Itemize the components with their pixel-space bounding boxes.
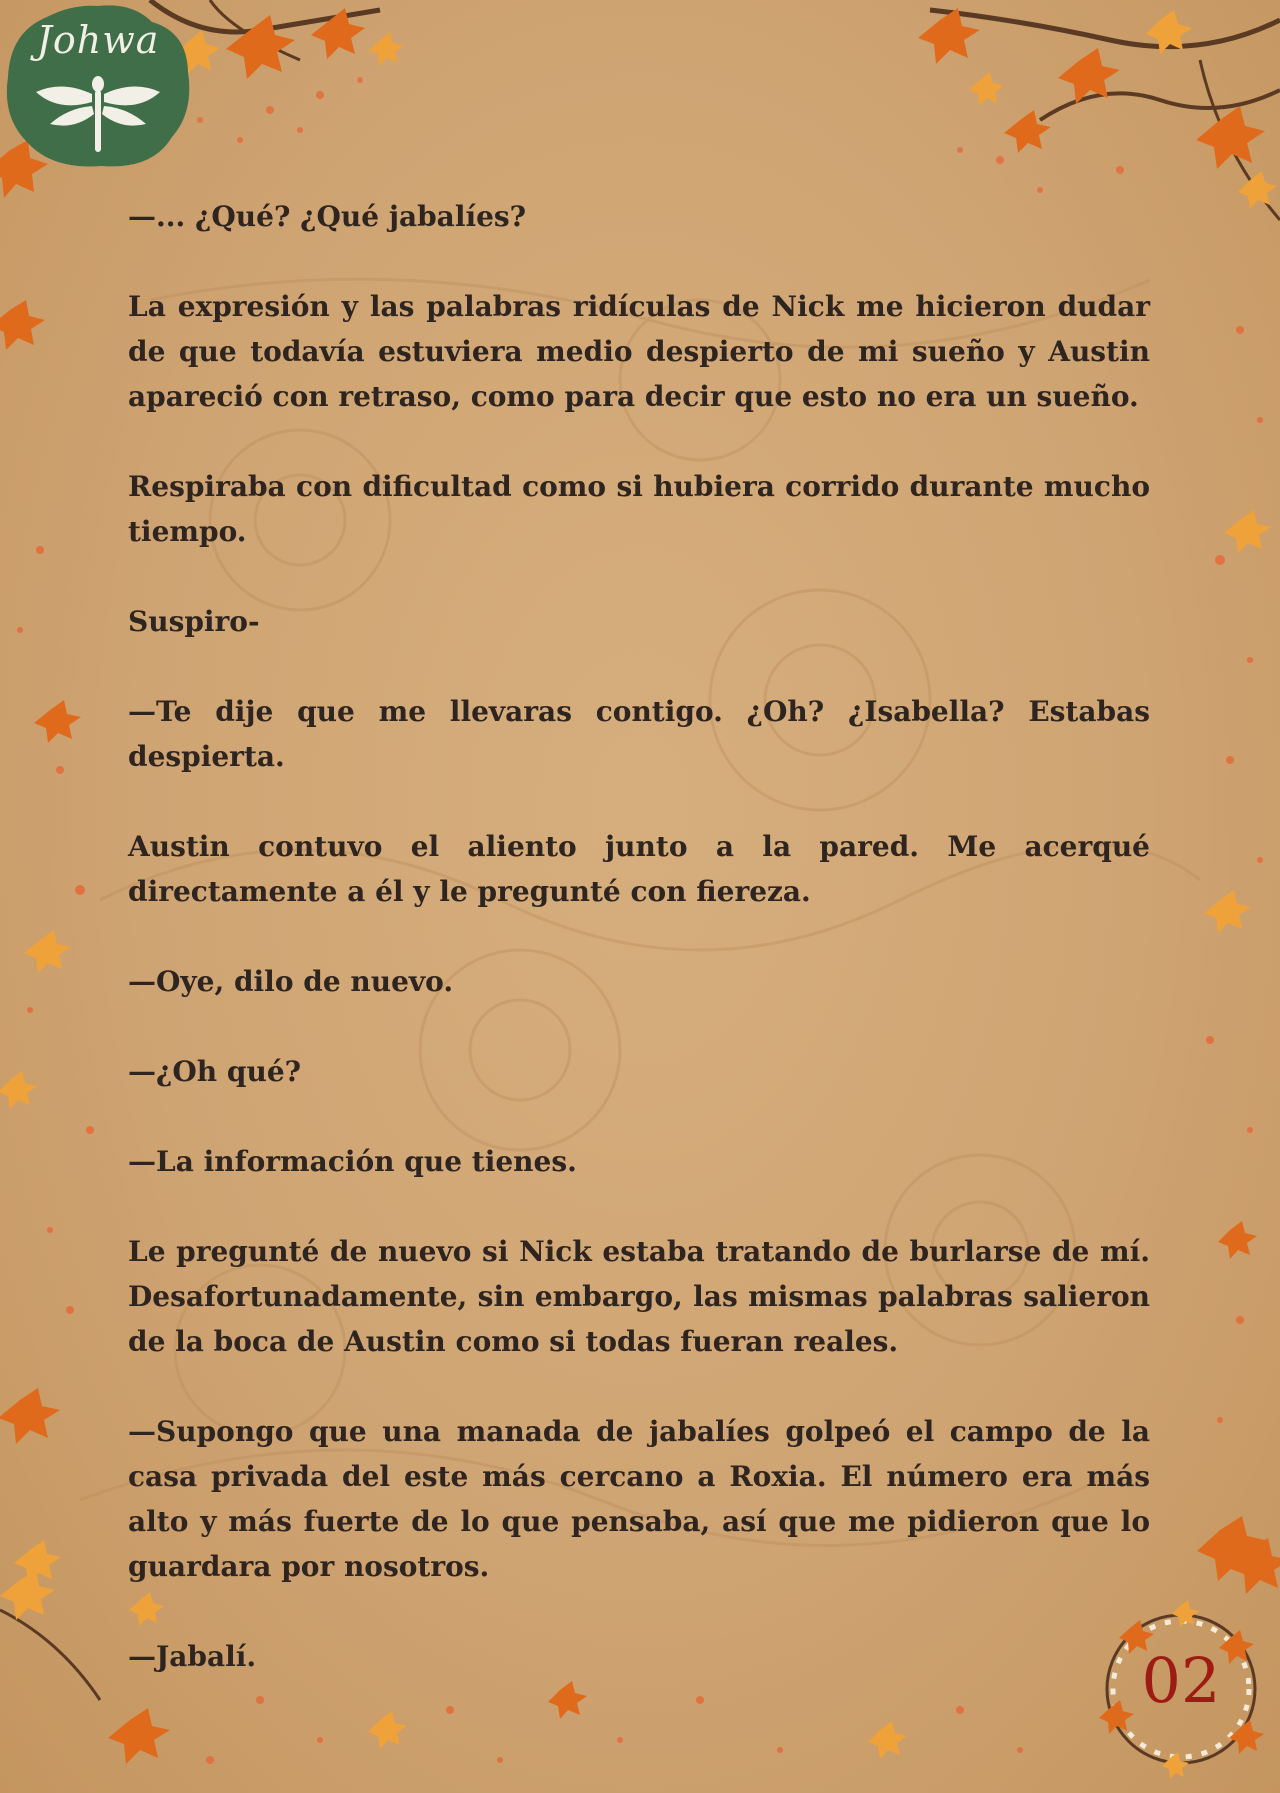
paragraph: —Oye, dilo de nuevo.: [128, 965, 454, 998]
page-number: 02: [1141, 1644, 1221, 1717]
paragraph: Suspiro-: [128, 605, 260, 638]
paragraph: —Supongo que una manada de jabalíes golpeó el campo de la casa privada del este más cercano a Roxia. El número era más alto y más fuerte de lo que pensaba, así que me pidieron que lo guardara por nosotros.: [128, 1415, 1150, 1583]
paragraph: —¿Oh qué?: [128, 1055, 302, 1088]
badge-title: Johwa: [36, 18, 160, 62]
story-text: [128, 194, 1150, 1724]
paragraph: —... ¿Qué? ¿Qué jabalíes?: [128, 200, 527, 233]
paragraph: —Jabalí.: [128, 1640, 257, 1673]
paragraph: Respiraba con dificultad como si hubiera corrido durante mucho tiempo.: [128, 470, 1150, 548]
page-number-wreath: [1090, 1598, 1272, 1780]
paragraph: —La información que tienes.: [128, 1145, 577, 1178]
johwa-badge: [2, 2, 194, 170]
paragraph: Le pregunté de nuevo si Nick estaba tratando de burlarse de mí. Desafortunadamente, sin embargo, las mismas palabras salieron de la boca de Austin como si todas fueran reales.: [128, 1235, 1150, 1358]
paragraph: —Te dije que me llevaras contigo. ¿Oh? ¿Isabella? Estabas despierta.: [128, 695, 1150, 773]
paragraph: La expresión y las palabras ridículas de Nick me hicieron dudar de que todavía estuviera medio despierto de mi sueño y Austin apareció con retraso, como para decir que esto no era un sueño.: [128, 290, 1150, 413]
paragraph: Austin contuvo el aliento junto a la pared. Me acerqué directamente a él y le pregunté con fiereza.: [128, 830, 1150, 908]
